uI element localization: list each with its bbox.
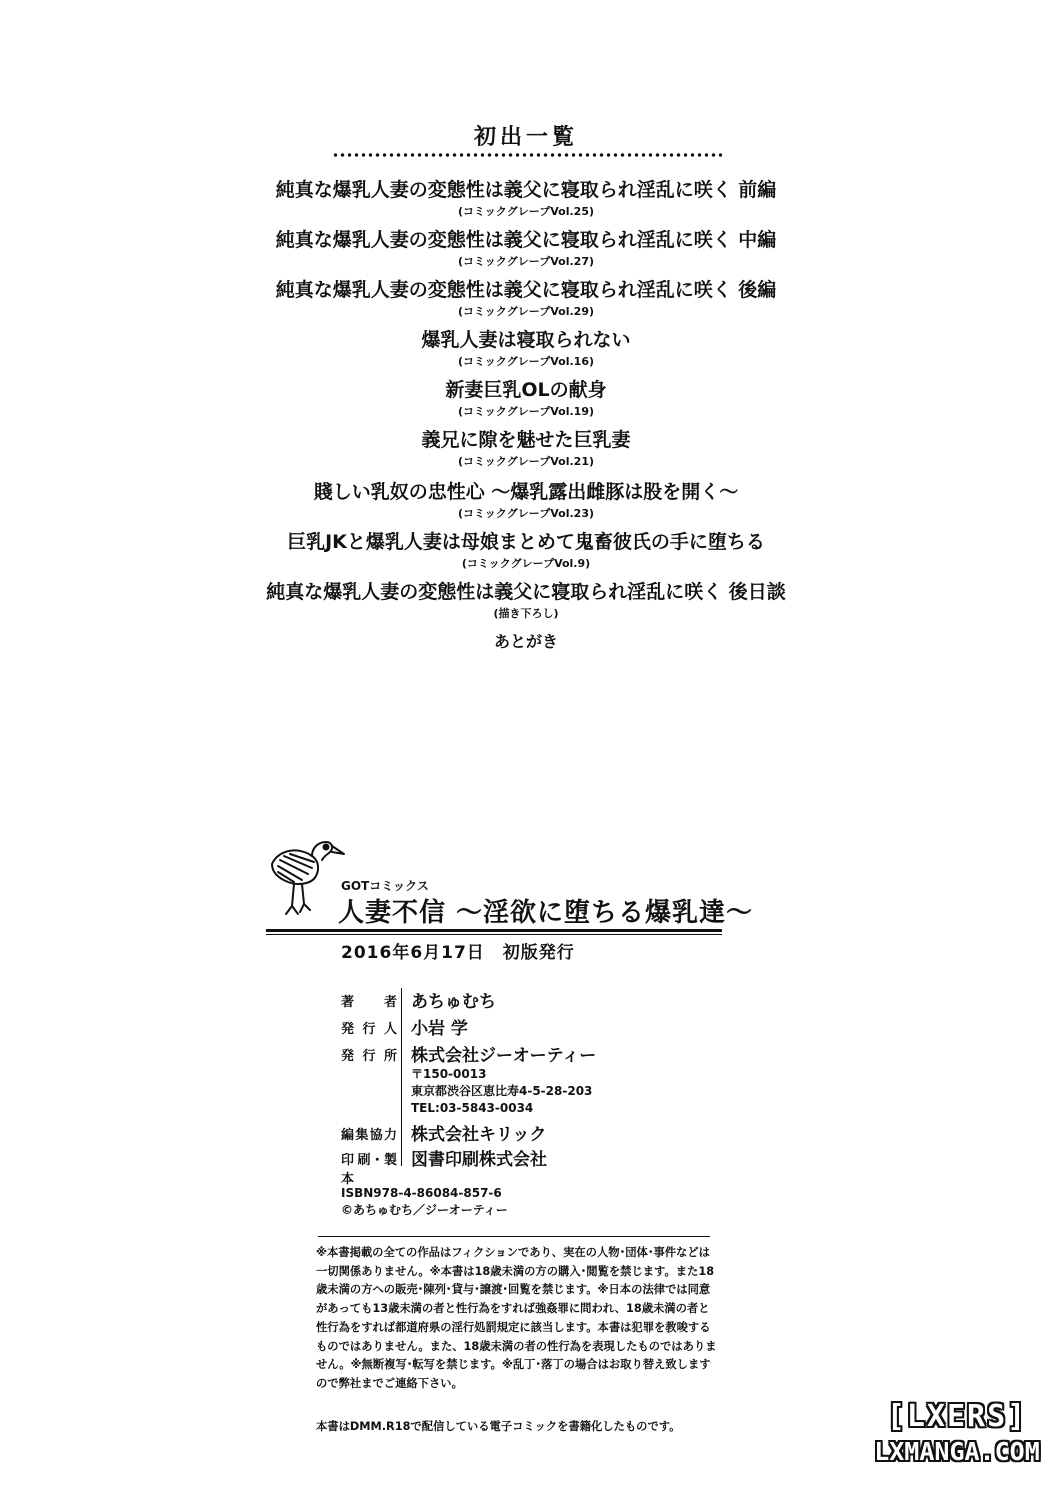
editing-value: 株式会社キリック (411, 1125, 547, 1145)
entry-source: (描き下ろし) (493, 607, 559, 620)
entry-source: (コミックグレープVol.19) (457, 405, 594, 418)
entry-title: 純真な爆乳人妻の変態性は義父に寝取られ淫乱に咲く 前編 (275, 179, 777, 201)
entry-title: 純真な爆乳人妻の変態性は義父に寝取られ淫乱に咲く 後編 (275, 279, 777, 301)
telephone: TEL:03-5843-0034 (411, 1101, 534, 1115)
publisher-label: 発行所 (341, 1049, 397, 1064)
entry-source: (コミックグレープVol.27) (457, 255, 594, 268)
dotted-divider (332, 152, 722, 158)
publisher-person-value: 小岩 学 (411, 1019, 468, 1039)
street-address: 東京都渋谷区恵比寿4-5-28-203 (411, 1084, 593, 1098)
entry-source: (コミックグレープVol.9) (461, 557, 591, 570)
watermark-line-2: LXMANGA.COM (874, 1437, 1040, 1466)
entry-title: 純真な爆乳人妻の変態性は義父に寝取られ淫乱に咲く 中編 (275, 229, 777, 251)
toc-entry (0, 378, 1052, 420)
printing-value: 図書印刷株式会社 (411, 1150, 547, 1170)
toc-entry-afterword (0, 630, 1052, 654)
toc-title: 初出一覧 (473, 125, 578, 150)
toc-entry (0, 428, 1052, 470)
copyright: ©あちゅむち／ジーオーティー (341, 1203, 508, 1217)
toc-entry (0, 530, 1052, 572)
entry-source: (コミックグレープVol.29) (457, 305, 594, 318)
publisher-person-label: 発行人 (341, 1022, 397, 1037)
isbn: ISBN978-4-86084-857-6 (341, 1186, 502, 1200)
toc-entry (0, 480, 1052, 522)
title-rule-thin (266, 934, 722, 935)
site-watermark (872, 1398, 1042, 1468)
editing-label: 編集協力 (341, 1128, 397, 1143)
entry-source: (コミックグレープVol.21) (457, 455, 594, 468)
legal-notice: ※本書掲載の全ての作品はフィクションであり、実在の人物･団体･事件などは一切関係ありません。※本書は18歳未満の方の購入･閲覧を禁じます。また18歳未満の方への販売･陳列･貸与･譲渡･回覧を禁じます。※日本の法律では同意があっても13歳未満の者と性行為をすれば強姦罪に問われ、18歳未満の者と性行為をすれば都道府県の淫行処罰規定に該当します。本書は犯罪を教唆するものではありません。また、18歳未満の者の性行為を表現したものではありません。※無断複写･転写を禁じます。※乱丁･落丁の場合はお取り替え致しますので弊社までご連絡下さい。 (316, 1246, 717, 1390)
info-divider (401, 988, 402, 1166)
entry-source: (コミックグレープVol.23) (457, 507, 594, 520)
entry-title: 義兄に隙を魅せた巨乳妻 (421, 429, 631, 451)
entry-title: 新妻巨乳OLの献身 (445, 379, 607, 401)
watermark-line-1: [LXERS] (886, 1399, 1028, 1434)
toc-entry (0, 328, 1052, 370)
entry-title: 爆乳人妻は寝取られない (421, 329, 631, 351)
publisher-value: 株式会社ジーオーティー (411, 1046, 597, 1066)
author-label: 著者 (341, 995, 397, 1010)
toc-entry (0, 178, 1052, 220)
entry-title: あとがき (493, 632, 558, 651)
toc-entry (0, 580, 1052, 622)
book-title: 人妻不信 〜淫欲に堕ちる爆乳達〜 (338, 898, 754, 928)
entry-source: (コミックグレープVol.16) (457, 355, 594, 368)
isbn-block (341, 1185, 508, 1219)
title-rule (266, 929, 722, 932)
entry-title: 巨乳JKと爆乳人妻は母娘まとめて鬼畜彼氏の手に堕ちる (287, 531, 765, 553)
toc-entry (0, 278, 1052, 320)
entry-source: (コミックグレープVol.25) (457, 205, 594, 218)
postal-code: 〒150-0013 (411, 1067, 487, 1081)
toc-entry (0, 228, 1052, 270)
publication-date: 2016年6月17日 初版発行 (341, 943, 575, 963)
author-value: あちゅむち (411, 992, 496, 1012)
printing-label: 印刷･製本 (341, 1153, 397, 1187)
bird-logo-icon (268, 830, 348, 920)
entry-title: 純真な爆乳人妻の変態性は義父に寝取られ淫乱に咲く 後日談 (266, 581, 786, 603)
entry-title: 賤しい乳奴の忠性心 〜爆乳露出雌豚は股を開く〜 (313, 481, 739, 503)
notice-rule (318, 1236, 710, 1237)
imprint-label: GOTコミックス (341, 879, 429, 893)
digital-origin-note: 本書はDMM.R18で配信している電子コミックを書籍化したものです。 (316, 1420, 681, 1433)
